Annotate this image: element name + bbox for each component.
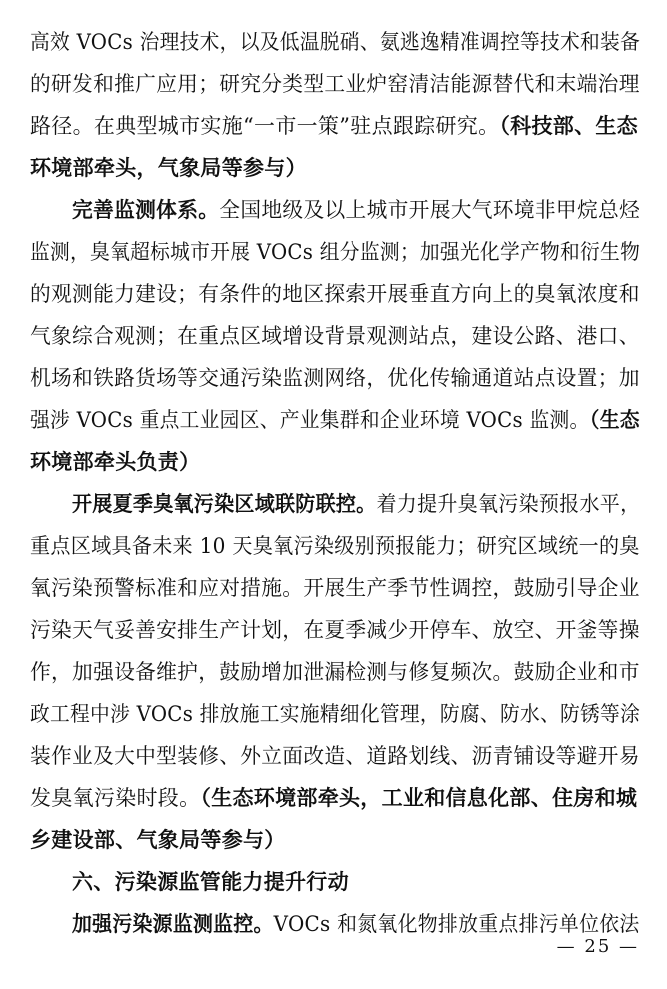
paragraph-line: 的研发和推广应用；研究分类型工业炉窑清洁能源替代和末端治理 (30, 72, 640, 96)
responsible-dept-line: 乡建设部、气象局等参与） (30, 827, 286, 852)
paragraph-line: 的观测能力建设；有条件的地区探索开展垂直方向上的臭氧浓度和 (30, 282, 640, 306)
body-text: 全国地级及以上城市开展大气环境非甲烷总烃 (219, 198, 641, 222)
paragraph-line (72, 909, 640, 939)
page-number: — 25 — (556, 936, 639, 957)
paragraph-line: 监测，臭氧超标城市开展 VOCs 组分监测；加强光化学产物和衍生物 (30, 240, 641, 264)
section-heading: 六、污染源监管能力提升行动 (72, 870, 349, 894)
paragraph-line: 气象综合观测；在重点区域增设背景观测站点，建设公路、港口、 (30, 324, 640, 348)
body-text: 强涉 VOCs 重点工业园区、产业集群和企业环境 VOCs 监测。 (30, 408, 590, 432)
responsible-dept-text: （生态 (589, 407, 640, 432)
paragraph-title: 加强污染源监测监控。 (72, 911, 274, 936)
paragraph-line (30, 405, 640, 435)
paragraph-line: 高效 VOCs 治理技术，以及低温脱硝、氨逃逸精准调控等技术和装备 (30, 30, 641, 54)
paragraph-line (72, 195, 641, 225)
paragraph-title: 完善监测体系。 (72, 197, 220, 222)
responsible-dept-text: （科技部、生态 (499, 113, 638, 138)
body-text: 路径。在典型城市实施“一市一策”驻点跟踪研究。 (30, 114, 500, 138)
paragraph-line: 氧污染预警标准和应对措施。开展生产季节性调控，鼓励引导企业 (30, 576, 640, 600)
paragraph-line: 重点区域具备未来 10 天臭氧污染级别预报能力；研究区域统一的臭 (30, 534, 640, 558)
responsible-dept-line: 环境部牵头负责） (30, 449, 201, 474)
paragraph-line: 装作业及大中型装修、外立面改造、道路划线、沥青铺设等避开易 (30, 744, 640, 768)
paragraph-line: 污染天气妥善安排生产计划，在夏季减少开停车、放空、开釜等操 (30, 618, 640, 642)
responsible-dept-line: 环境部牵头，气象局等参与） (30, 155, 307, 180)
paragraph-line (72, 489, 641, 519)
body-text: 着力提升臭氧污染预报水平， (376, 492, 641, 516)
paragraph-title: 开展夏季臭氧污染区域联防联控。 (72, 491, 377, 516)
paragraph-line: 作，加强设备维护，鼓励增加泄漏检测与修复频次。鼓励企业和市 (30, 660, 640, 684)
paragraph-line (30, 111, 640, 141)
responsible-dept-text: （生态环境部牵头，工业和信息化部、住房和城 (200, 785, 638, 810)
body-text: 发臭氧污染时段。 (30, 786, 201, 810)
paragraph-line: 政工程中涉 VOCs 排放施工实施精细化管理，防腐、防水、防锈等涂 (30, 702, 641, 726)
body-text: VOCs 和氮氧化物排放重点排污单位依法 (273, 912, 640, 936)
paragraph-line: 机场和铁路货场等交通污染监测网络，优化传输通道站点设置；加 (30, 366, 640, 390)
paragraph-line (30, 783, 640, 813)
